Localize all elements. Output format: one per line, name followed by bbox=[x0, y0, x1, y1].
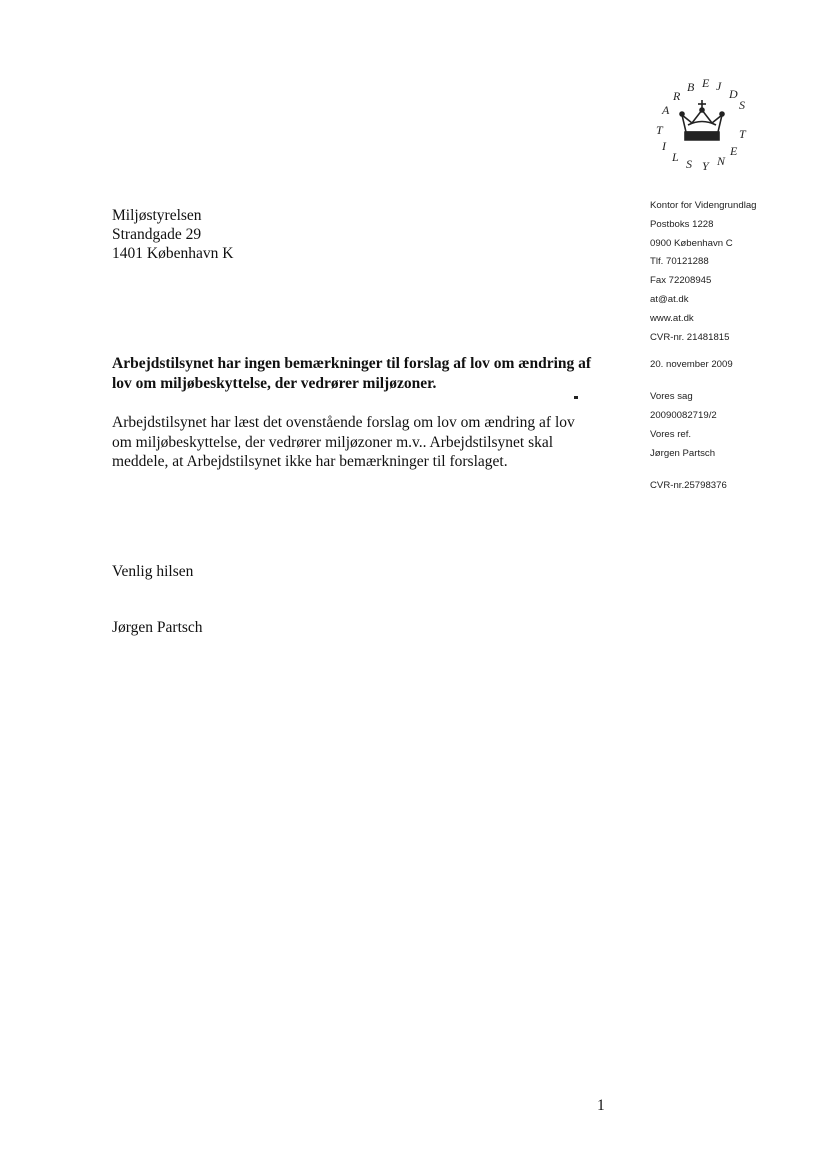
letter-signature: Jørgen Partsch bbox=[112, 619, 203, 636]
sender-email: at@at.dk bbox=[650, 293, 689, 305]
svg-text:J: J bbox=[716, 79, 722, 93]
letter-subject bbox=[112, 354, 632, 394]
recipient-street: Strandgade 29 bbox=[112, 226, 202, 243]
svg-text:A: A bbox=[662, 103, 670, 117]
sender-phone: Tlf. 70121288 bbox=[650, 256, 709, 268]
svg-text:D: D bbox=[729, 87, 738, 101]
sender-cvr: CVR-nr. 21481815 bbox=[650, 331, 730, 343]
svg-text:T: T bbox=[656, 123, 663, 137]
letter-closing: Venlig hilsen bbox=[112, 563, 194, 580]
recipient-name: Miljøstyrelsen bbox=[112, 207, 202, 224]
sender-web: www.at.dk bbox=[650, 312, 694, 324]
subject-line-1: Arbejdstilsynet har ingen bemærkninger til forslag af lov om ændring af bbox=[112, 355, 592, 372]
crown-icon bbox=[680, 100, 724, 140]
case-label: Vores sag bbox=[650, 391, 693, 403]
svg-text:E: E bbox=[730, 144, 738, 158]
svg-text:E: E bbox=[702, 76, 710, 90]
sender-postal: 0900 København C bbox=[650, 237, 733, 249]
svg-text:S: S bbox=[686, 157, 692, 171]
body-line-3: meddele, at Arbejdstilsynet ikke har bemærkninger til forslaget. bbox=[112, 453, 508, 470]
letter-body bbox=[112, 413, 632, 472]
case-number: 20090082719/2 bbox=[650, 409, 717, 421]
page-number: 1 bbox=[597, 1097, 605, 1114]
body-line-2: om miljøbeskyttelse, der vedrører miljøzoner m.v.. Arbejdstilsynet skal bbox=[112, 433, 554, 451]
letter-date: 20. november 2009 bbox=[650, 359, 733, 371]
recipient-address bbox=[112, 206, 233, 263]
arbejdstilsynet-logo bbox=[642, 70, 762, 180]
ref-name: Jørgen Partsch bbox=[650, 447, 716, 459]
sender-cvr-secondary: CVR-nr.25798376 bbox=[650, 480, 727, 492]
svg-text:L: L bbox=[672, 150, 679, 164]
body-line-1: Arbejdstilsynet har læst det ovenstående forslag om lov om ændring af lov bbox=[112, 414, 575, 431]
subject-line-2: lov om miljøbeskyttelse, der vedrører miljøzoner. bbox=[112, 375, 437, 392]
sender-info bbox=[650, 197, 820, 496]
svg-text:S: S bbox=[739, 98, 745, 112]
sender-office: Kontor for Videngrundlag bbox=[650, 200, 757, 211]
svg-text:Y: Y bbox=[702, 159, 709, 173]
svg-text:B: B bbox=[687, 80, 695, 94]
svg-text:N: N bbox=[717, 154, 726, 168]
recipient-city: 1401 København K bbox=[112, 245, 234, 262]
svg-text:R: R bbox=[673, 89, 681, 103]
scan-speck bbox=[574, 396, 578, 399]
ref-label: Vores ref. bbox=[650, 428, 692, 440]
sender-pobox: Postboks 1228 bbox=[650, 218, 714, 230]
svg-text:I: I bbox=[662, 139, 666, 153]
svg-text:T: T bbox=[739, 127, 746, 141]
sender-fax: Fax 72208945 bbox=[650, 275, 712, 287]
